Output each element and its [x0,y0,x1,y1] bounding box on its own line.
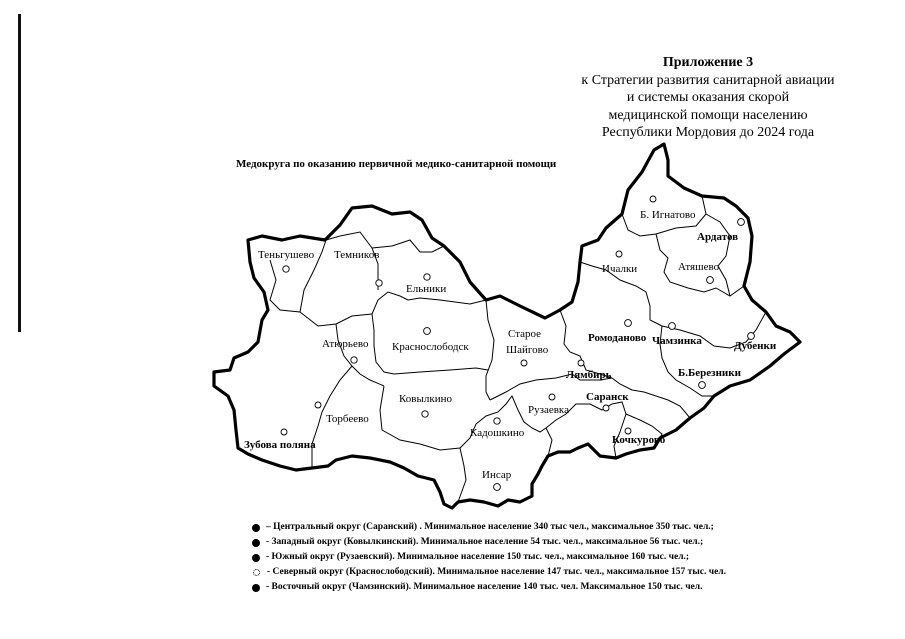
label-elniki: Ельники [406,283,447,295]
map-legend [252,520,726,595]
label-tengushevo: Теньгушево [258,249,315,261]
label-zubova-polyana: Зубова поляна [244,439,316,451]
heading-line-1: Приложение 3 [662,55,754,70]
label-atyashevo: Атяшево [678,261,720,273]
label-shaygovo: Шайгово [506,344,549,356]
filled-circle-icon [252,539,260,547]
region-outline [214,144,800,508]
label-ardatov: Ардатов [697,231,739,243]
legend-item-east [252,580,726,595]
legend-text: - Северный округ (Краснослободский). Минимальное население 147 тыс. чел., максимальное 157 тыс. чел. [267,567,727,577]
legend-item-west [252,535,726,550]
label-ruzaevka: Рузаевка [528,404,569,416]
filled-circle-icon [252,554,260,562]
legend-item-central [252,520,726,535]
legend-text: – Центральный округ (Саранский) . Минимальное население 340 тыс чел., максимальное 350 тыс. чел.; [266,522,714,532]
label-atyurevo: Атюрьево [322,338,369,350]
label-b-berezniki: Б.Березники [678,367,741,379]
label-b-ignatovo: Б. Игнатово [640,209,696,221]
label-insar: Инсар [482,469,512,481]
dotted-circle-icon [253,569,260,576]
label-chamzinka: Чамзинка [652,335,702,347]
legend-text: - Южный округ (Рузаевский). Минимальное население 150 тыс. чел., максимальное 160 тыс. чел.; [266,552,690,562]
label-torbeevo: Торбеево [326,413,369,425]
heading-line-2: к Стратегии развития санитарной авиации [581,72,835,88]
heading-line-5: Республики Мордовия до 2024 года [601,125,815,140]
label-krasnoslobodsk: Краснослободск [392,341,469,353]
label-temnikov: Темников [334,249,380,261]
legend-text: - Восточный округ (Чамзинский). Минимальное население 140 тыс. чел. Максимальное 150 тыс. чел. [266,582,703,592]
label-saransk: Саранск [586,391,629,403]
label-kovylkino: Ковылкино [399,393,452,405]
map-title: Медокруга по оказанию первичной медико-санитарной помощи [236,158,557,170]
filled-circle-icon [252,524,260,532]
heading-line-3: и системы оказания скорой [626,90,790,105]
label-lyambir: Лямбирь [566,369,612,381]
filled-circle-icon [252,584,260,592]
legend-text: - Западный округ (Ковылкинский). Минимальное население 54 тыс. чел., максимальное 56 тыс. чел.; [266,537,704,547]
label-ichalki: Ичалки [602,263,638,275]
legend-item-north [252,565,726,580]
heading-line-4: медицинской помощи населению [608,107,808,123]
label-romodanovo: Ромоданово [588,332,647,344]
legend-item-south [252,550,726,565]
label-dubenki: Дубенки [734,340,777,352]
label-kochkurovo: Кочкурово [612,434,666,446]
label-kadoshkino: Кадошкино [470,427,525,439]
label-staroe: Старое [508,328,542,340]
